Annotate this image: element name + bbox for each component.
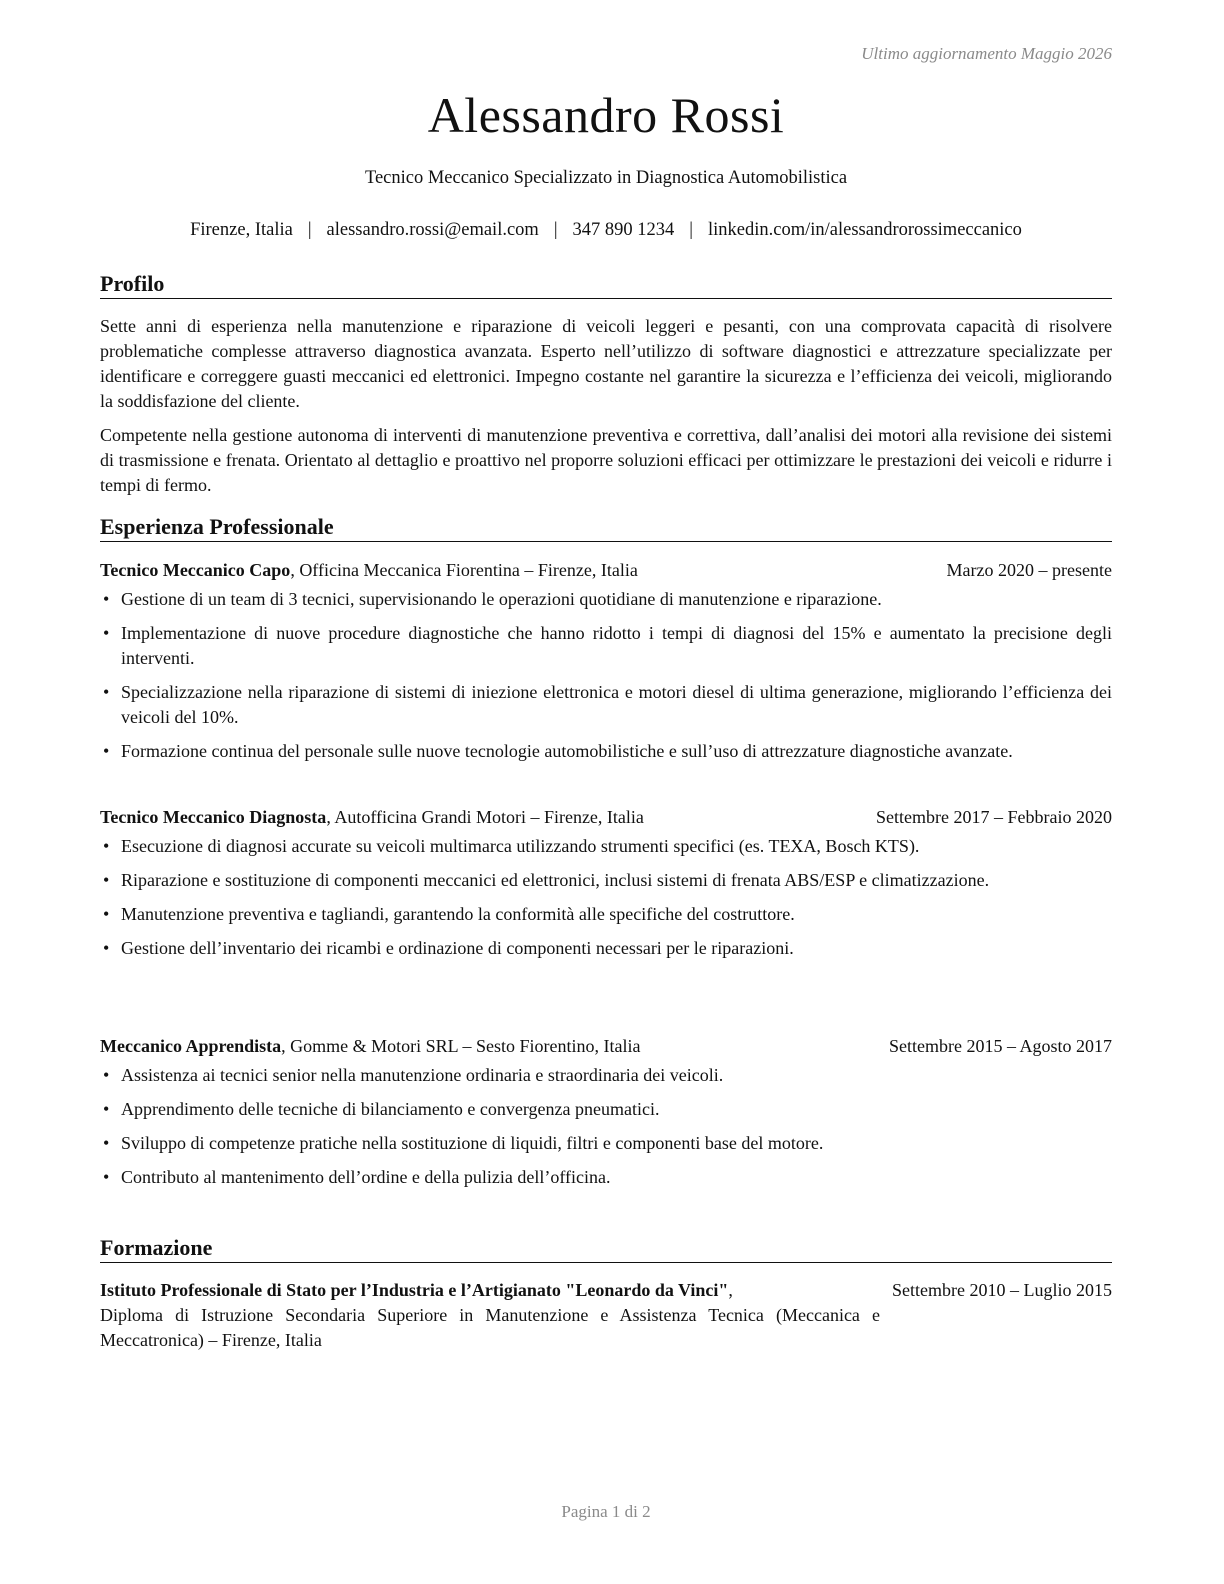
job-dates: Settembre 2017 – Febbraio 2020 bbox=[876, 807, 1112, 827]
list-item bbox=[100, 936, 1112, 961]
bullet-icon: • bbox=[103, 1133, 110, 1153]
candidate-name: Alessandro Rossi bbox=[427, 87, 785, 143]
job-title: Tecnico Meccanico Capo bbox=[100, 560, 291, 580]
job-role bbox=[100, 1034, 872, 1059]
contact-linkedin[interactable]: linkedin.com/in/alessandrorossimeccanico bbox=[708, 220, 1022, 240]
job-bullets bbox=[100, 587, 1112, 764]
bullet-icon: • bbox=[103, 589, 110, 609]
bullet-icon: • bbox=[103, 1065, 110, 1085]
job-header bbox=[100, 805, 1112, 830]
profile-paragraph: Competente nella gestione autonoma di interventi di manutenzione preventiva e correttiva, dall’analisi dei motori alla revisione dei sistemi di trasmissione e frenata. Orientato al dettaglio e proattivo nel proporre soluzioni efficaci per ottimizzare le prestazioni dei veicoli e ridurre i tempi di fermo. bbox=[100, 425, 1112, 495]
bullet-icon: • bbox=[103, 904, 110, 924]
education-details: Diploma di Istruzione Secondaria Superiore in Manutenzione e Assistenza Tecnica (Meccanica e Meccatronica) – Firenze, Italia bbox=[100, 1305, 880, 1350]
list-item bbox=[100, 1165, 1112, 1190]
section-title-education: Formazione bbox=[100, 1235, 1112, 1263]
bullet-icon: • bbox=[103, 623, 110, 643]
bullet-text: Gestione di un team di 3 tecnici, supervisionando le operazioni quotidiane di manutenzione e riparazione. bbox=[121, 589, 882, 609]
job-role bbox=[100, 558, 872, 583]
list-item bbox=[100, 621, 1112, 671]
bullet-icon: • bbox=[103, 741, 110, 761]
contact-location: Firenze, Italia bbox=[190, 220, 293, 240]
profile-section bbox=[100, 314, 1112, 507]
job-title: Meccanico Apprendista bbox=[100, 1036, 282, 1056]
section-title-profile: Profilo bbox=[100, 271, 1112, 299]
bullet-text: Sviluppo di competenze pratiche nella sostituzione di liquidi, filtri e componenti base del motore. bbox=[121, 1133, 824, 1153]
contact-separator: | bbox=[553, 220, 558, 240]
education-dates: Settembre 2010 – Luglio 2015 bbox=[892, 1280, 1112, 1300]
job-entry bbox=[100, 558, 1112, 773]
list-item bbox=[100, 587, 1112, 612]
job-entry bbox=[100, 805, 1112, 970]
bullet-icon: • bbox=[103, 1099, 110, 1119]
education-entry bbox=[100, 1278, 1112, 1353]
bullet-text: Apprendimento delle tecniche di bilanciamento e convergenza pneumatici. bbox=[121, 1099, 660, 1119]
job-header bbox=[100, 1034, 1112, 1059]
job-company: , Gomme & Motori SRL – Sesto Fiorentino, Italia bbox=[281, 1036, 641, 1056]
job-company: , Autofficina Grandi Motori – Firenze, Italia bbox=[326, 807, 644, 827]
list-item bbox=[100, 902, 1112, 927]
list-item bbox=[100, 1063, 1112, 1088]
list-item bbox=[100, 680, 1112, 730]
contact-separator: | bbox=[689, 220, 693, 240]
last-updated: Ultimo aggiornamento Maggio 2026 bbox=[861, 44, 1112, 63]
list-item bbox=[100, 834, 1112, 859]
bullet-text: Contributo al mantenimento dell’ordine e della pulizia dell’officina. bbox=[121, 1167, 611, 1187]
bullet-text: Implementazione di nuove procedure diagnostiche che hanno ridotto i tempi di diagnosi del 15% e aumentato la precisione degli interventi. bbox=[121, 623, 1112, 668]
page-number: Pagina 1 di 2 bbox=[561, 1502, 651, 1521]
education-description bbox=[100, 1278, 880, 1353]
bullet-text: Esecuzione di diagnosi accurate su veicoli multimarca utilizzando strumenti specifici (es. TEXA, Bosch KTS). bbox=[121, 836, 920, 856]
job-bullets bbox=[100, 1063, 1112, 1190]
job-dates: Marzo 2020 – presente bbox=[946, 560, 1112, 580]
job-dates: Settembre 2015 – Agosto 2017 bbox=[889, 1036, 1112, 1056]
section-title-experience: Esperienza Professionale bbox=[100, 514, 1112, 542]
education-school: Istituto Professionale di Stato per l’Industria e l’Artigianato "Leonardo da Vinci" bbox=[100, 1280, 729, 1300]
bullet-text: Assistenza ai tecnici senior nella manutenzione ordinaria e straordinaria dei veicoli. bbox=[121, 1065, 724, 1085]
contact-phone[interactable]: 347 890 1234 bbox=[572, 220, 675, 240]
contact-email[interactable]: alessandro.rossi@email.com bbox=[326, 220, 539, 240]
job-company: , Officina Meccanica Fiorentina – Firenze, Italia bbox=[290, 560, 638, 580]
bullet-icon: • bbox=[103, 682, 110, 702]
bullet-icon: • bbox=[103, 870, 110, 890]
candidate-subtitle: Tecnico Meccanico Specializzato in Diagnostica Automobilistica bbox=[364, 168, 848, 188]
profile-paragraph: Sette anni di esperienza nella manutenzione e riparazione di veicoli leggeri e pesanti, con una comprovata capacità di risolvere problematiche complesse attraverso diagnostica avanzata. Esperto nell’utilizzo di software diagnostici e attrezzature specializzate per identificare e correggere guasti meccanici ed elettronici. Impegno costante nel garantire la sicurezza e l’efficienza dei veicoli, migliorando la soddisfazione del cliente. bbox=[100, 316, 1112, 411]
bullet-icon: • bbox=[103, 1167, 110, 1187]
contact-separator: | bbox=[307, 220, 312, 240]
list-item bbox=[100, 1097, 1112, 1122]
list-item bbox=[100, 868, 1112, 893]
bullet-icon: • bbox=[103, 836, 110, 856]
job-entry bbox=[100, 1034, 1112, 1199]
list-item bbox=[100, 1131, 1112, 1156]
bullet-text: Riparazione e sostituzione di componenti meccanici ed elettronici, inclusi sistemi di frenata ABS/ESP e climatizzazione. bbox=[121, 870, 990, 890]
job-title: Tecnico Meccanico Diagnosta bbox=[100, 807, 327, 827]
list-item bbox=[100, 739, 1112, 764]
bullet-text: Formazione continua del personale sulle nuove tecnologie automobilistiche e sull’uso di attrezzature diagnostiche avanzate. bbox=[121, 741, 1013, 761]
job-header bbox=[100, 558, 1112, 583]
contact-line bbox=[100, 220, 1112, 241]
resume-page bbox=[100, 0, 1112, 1584]
job-role bbox=[100, 805, 872, 830]
education-comma: , bbox=[728, 1280, 733, 1300]
bullet-icon: • bbox=[103, 938, 110, 958]
bullet-text: Manutenzione preventiva e tagliandi, garantendo la conformità alle specifiche del costruttore. bbox=[121, 904, 795, 924]
bullet-text: Specializzazione nella riparazione di sistemi di iniezione elettronica e motori diesel di ultima generazione, migliorando l’efficienza dei veicoli del 10%. bbox=[121, 682, 1112, 727]
bullet-text: Gestione dell’inventario dei ricambi e ordinazione di componenti necessari per le riparazioni. bbox=[121, 938, 794, 958]
job-bullets bbox=[100, 834, 1112, 961]
